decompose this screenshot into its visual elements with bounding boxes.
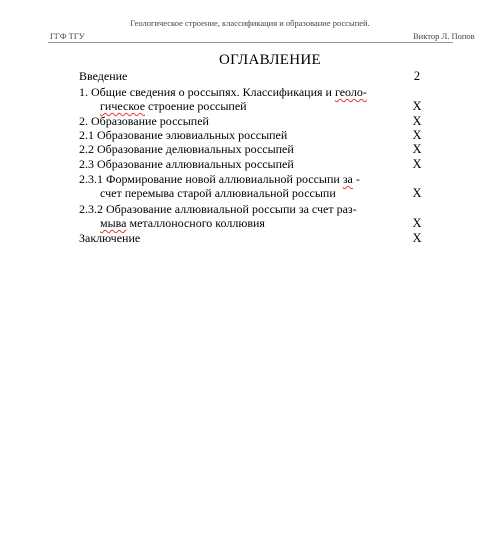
toc-entry-2-2[interactable]: 2.2 Образование делювиальных россыпей [79, 142, 294, 156]
toc-page-2: Х [412, 114, 422, 128]
running-header-left: ГГФ ТГУ [50, 31, 85, 41]
toc-entry-1-line2[interactable] [79, 99, 400, 113]
toc-entry-intro[interactable]: Введение [79, 69, 128, 83]
toc-page-1: Х [412, 99, 422, 113]
toc-text: металлоносного коллювия [126, 216, 265, 230]
toc-page-2-3: Х [412, 157, 422, 171]
toc-entry-2[interactable]: 2. Образование россыпей [79, 114, 209, 128]
running-header-right: Виктор Л. Попов [413, 31, 475, 41]
toc-page-outro: Х [412, 231, 422, 245]
toc-text: - [352, 172, 360, 186]
toc-page-intro: 2 [413, 69, 421, 83]
toc-text: 2.3.1 Формирование новой аллювиальной россыпи [79, 172, 343, 186]
toc-entry-2-3-2-line2[interactable] [79, 216, 400, 230]
toc-heading: ОГЛАВЛЕНИЕ [219, 52, 321, 68]
toc-entry-2-3-1-line1[interactable] [79, 172, 379, 186]
toc-entry-outro[interactable]: Заключение [79, 231, 141, 245]
spellcheck-word: геоло- [334, 85, 367, 99]
spellcheck-word: за [342, 172, 353, 186]
toc-entry-2-1[interactable]: 2.1 Образование элювиальных россыпей [79, 128, 288, 142]
toc-page-2-3-1: Х [412, 186, 422, 200]
spellcheck-word: мыва [100, 216, 127, 230]
header-rule [48, 42, 453, 43]
toc-text: строение россыпей [145, 99, 247, 113]
toc-entry-2-3-1-line2[interactable]: счет перемыва старой аллювиальной россыпи [100, 186, 336, 200]
toc-entry-1-line1[interactable] [79, 85, 379, 99]
toc-entry-2-3[interactable]: 2.3 Образование аллювиальных россыпей [79, 157, 294, 171]
toc-page-2-2: Х [412, 142, 422, 156]
spellcheck-word: гическое [100, 99, 146, 113]
toc-page-2-3-2: Х [412, 216, 422, 230]
toc-page-2-1: Х [412, 128, 422, 142]
running-header-title: Геологическое строение, классификация и образование россыпей. [130, 18, 370, 28]
toc-entry-2-3-2-line1[interactable]: 2.3.2 Образование аллювиальной россыпи за счет раз- [79, 202, 357, 216]
toc-text: 1. Общие сведения о россыпях. Классификация и [79, 85, 335, 99]
